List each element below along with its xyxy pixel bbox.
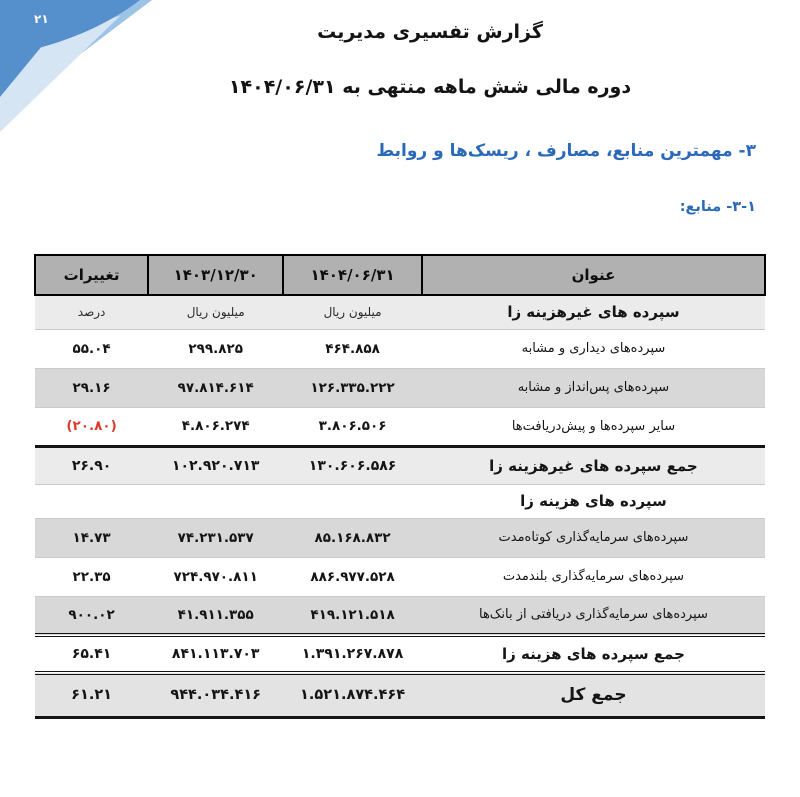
row-prior-value: ۸۴۱.۱۱۳.۷۰۳ [148, 635, 283, 673]
deposits-table [34, 254, 766, 719]
row-current-value: ۱.۵۲۱.۸۷۴.۴۶۴ [283, 673, 422, 717]
row-current-value: ۴۶۴.۸۵۸ [283, 329, 422, 368]
subtotal-row [35, 446, 765, 484]
row-current-value: ۴۱۹.۱۲۱.۵۱۸ [283, 596, 422, 635]
grand-total-row [35, 673, 765, 717]
row-title: سپرده‌های سرمایه‌گذاری دریافتی از بانک‌ها [422, 596, 765, 635]
row-prior-value: ۲۹۹.۸۲۵ [148, 329, 283, 368]
row-change-value-negative: (۲۰.۸۰) [35, 407, 148, 446]
section-label: سپرده های غیرهزینه زا [422, 295, 765, 329]
row-title: سپرده‌های سرمایه‌گذاری کوتاه‌مدت [422, 518, 765, 557]
section-row [35, 484, 765, 518]
table-row [35, 518, 765, 557]
table-row [35, 407, 765, 446]
row-title: سپرده‌های دیداری و مشابه [422, 329, 765, 368]
empty-cell [35, 484, 148, 518]
row-change-value: ۲۲.۳۵ [35, 557, 148, 596]
col-header-title: عنوان [422, 255, 765, 295]
report-title: گزارش تفسیری مدیریت [317, 21, 543, 43]
col-header-prior-period: ۱۴۰۳/۱۲/۳۰ [148, 255, 283, 295]
table-header-row [35, 255, 765, 295]
row-prior-value: ۱۰۲.۹۲۰.۷۱۳ [148, 446, 283, 484]
report-period: دوره مالی شش ماهه منتهی به ۱۴۰۴/۰۶/۳۱ [228, 76, 632, 98]
row-prior-value: ۴۱.۹۱۱.۳۵۵ [148, 596, 283, 635]
row-prior-value: ۹۷.۸۱۴.۶۱۴ [148, 368, 283, 407]
row-prior-value: ۹۴۴.۰۳۴.۴۱۶ [148, 673, 283, 717]
row-current-value: ۳.۸۰۶.۵۰۶ [283, 407, 422, 446]
subtotal-row [35, 635, 765, 673]
subsection-heading: ۳-۱- منابع: [679, 199, 756, 215]
section-label: سپرده های هزینه زا [422, 484, 765, 518]
unit-label: میلیون ریال [283, 295, 422, 329]
unit-label: درصد [35, 295, 148, 329]
row-prior-value: ۷۴.۲۳۱.۵۳۷ [148, 518, 283, 557]
unit-label: میلیون ریال [148, 295, 283, 329]
empty-cell [148, 484, 283, 518]
row-current-value: ۸۸۶.۹۷۷.۵۲۸ [283, 557, 422, 596]
section-heading: ۳- مهمترین منابع، مصارف ، ریسک‌ها و روابط [376, 141, 756, 161]
row-change-value: ۶۱.۲۱ [35, 673, 148, 717]
table-row [35, 557, 765, 596]
row-current-value: ۱.۳۹۱.۲۶۷.۸۷۸ [283, 635, 422, 673]
row-current-value: ۱۳۰.۶۰۶.۵۸۶ [283, 446, 422, 484]
row-title: سپرده‌های سرمایه‌گذاری بلندمدت [422, 557, 765, 596]
row-change-value: ۶۵.۴۱ [35, 635, 148, 673]
row-change-value: ۵۵.۰۴ [35, 329, 148, 368]
row-prior-value: ۷۲۴.۹۷۰.۸۱۱ [148, 557, 283, 596]
page-number: ۲۱ [34, 12, 49, 26]
row-change-value: ۱۴.۷۳ [35, 518, 148, 557]
row-change-value: ۹۰۰.۰۲ [35, 596, 148, 635]
row-prior-value: ۴.۸۰۶.۲۷۴ [148, 407, 283, 446]
table-row [35, 329, 765, 368]
row-current-value: ۸۵.۱۶۸.۸۳۲ [283, 518, 422, 557]
col-header-changes: تغییرات [35, 255, 148, 295]
row-title: جمع سپرده های غیرهزینه زا [422, 446, 765, 484]
row-title: جمع سپرده های هزینه زا [422, 635, 765, 673]
row-change-value: ۲۶.۹۰ [35, 446, 148, 484]
table-row [35, 295, 765, 329]
col-header-current-period: ۱۴۰۴/۰۶/۳۱ [283, 255, 422, 295]
row-change-value: ۲۹.۱۶ [35, 368, 148, 407]
row-title: سپرده‌های پس‌انداز و مشابه [422, 368, 765, 407]
table-row [35, 596, 765, 635]
empty-cell [283, 484, 422, 518]
table-row [35, 368, 765, 407]
row-title: جمع کل [422, 673, 765, 717]
row-current-value: ۱۲۶.۳۳۵.۲۲۲ [283, 368, 422, 407]
row-title: سایر سپرده‌ها و پیش‌دریافت‌ها [422, 407, 765, 446]
